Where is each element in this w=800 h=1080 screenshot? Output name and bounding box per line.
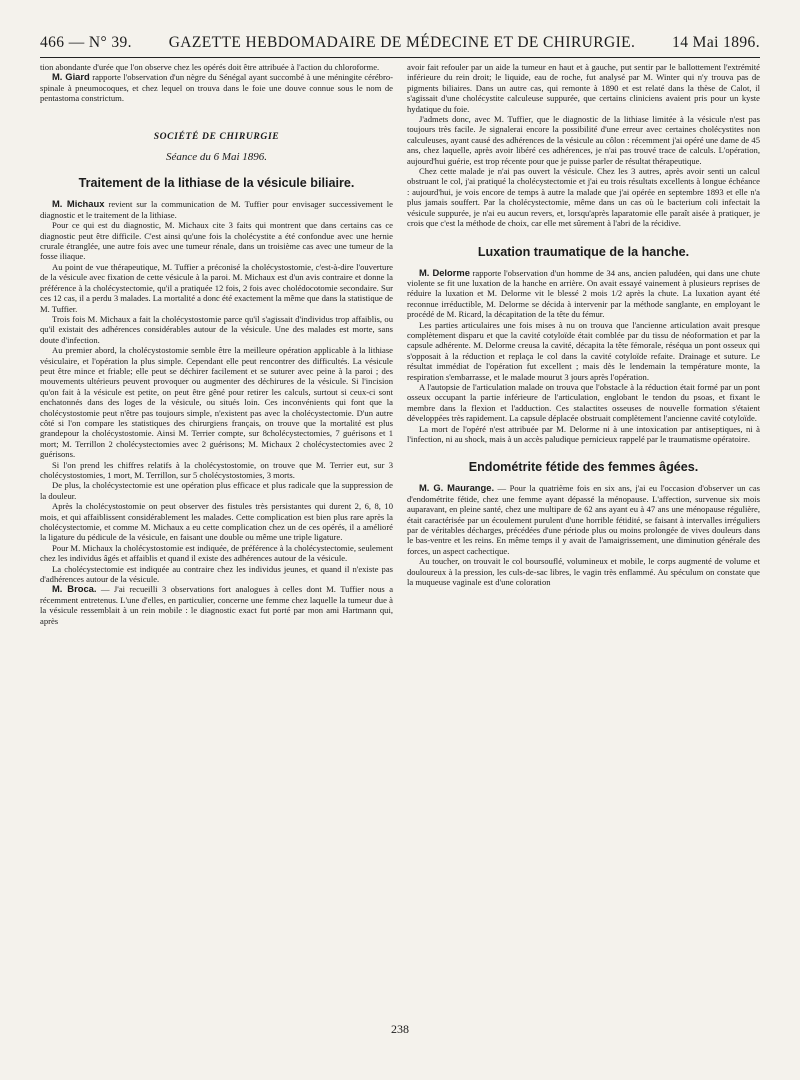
page-number: 238 [391, 1022, 409, 1036]
society-heading: SOCIÉTÉ DE CHIRURGIE [153, 130, 280, 142]
paragraph: Si l'on prend les chiffres relatifs à la cholécystostomie, on trouve que M. Terrier eut, sur 3 cholécystostomies, 1 mort, M. Terrillon, sur 5 cholécystostomies, 3 morts. [40, 459, 393, 480]
header-rule [40, 57, 760, 58]
paragraph: Chez cette malade je n'ai pas ouvert la vésicule. Chez les 3 autres, après avoir senti un calcul obstruant le col, j'ai pratiqué la cholécystectomie et j'ai eu trois résultats excellents à longue échéance : aujourd'hui, je vois encore de temps à autre la malade que j'ai opérée en septembre 1893 et elle n'a plus jamais souffert. Par la cholécystectomie, même dans un cas où le bacterium coli infectait la vésicule suppurée, je n'ai eu aucun revers, et, lorsqu'après laparatomie elle paraît aisée à pratiquer, je crois que c'est la méthode de choix, car elle met sûrement à l'abri de la récidive. [407, 166, 760, 229]
paragraph [40, 584, 393, 626]
paragraph: J'admets donc, avec M. Tuffier, que le diagnostic de la lithiase limitée à la vésicule n'est pas toujours très facile. Je signalerai encore la possibilité d'une erreur avec certaines cholécystites non calculeuses, ayant causé des adhérences de la vésicule au côlon : récemment j'ai opéré une dame de 45 ans, chez laquelle, après avoir libéré ces adhérences, je n'ai pas trouvé trace de calculs. L'opération, aujourd'hui guérie, est trop récente pour que je puisse parler de résultat thérapeutique. [407, 114, 760, 166]
paragraph: avoir fait refouler par un aide la tumeur en haut et à gauche, put sentir par le ballottement l'extrémité inférieure du rein droit; le liquide, eau de roche, fut analysé par M. Winter qui n'y trouva pas de pigments biliaires. Dans un autre cas, qui remonte à 1890 et est relaté dans la thèse de Calot, il s'agissait d'une cholécystite calculeuse suppurée, que certains cliniciens avaient pris pour un kyste hydatique du foie. [407, 62, 760, 114]
article-headline: Endométrite fétide des femmes âgées. [468, 460, 699, 475]
speaker-name: M. Michaux [52, 198, 105, 210]
speaker-name: M. Delorme [419, 266, 470, 278]
article-headline: Traitement de la lithiase de la vésicule biliaire. [78, 176, 355, 191]
speaker-name: M. Broca. [52, 583, 97, 595]
left-column [40, 62, 393, 1016]
paragraph: Après la cholécystostomie on peut observer des fistules très persistantes qui durent 2, 6, 8, 10 mois, et qui affaiblissent considérablement les malades. Cette complication est bien plus rare après la cholécystectomie, et comme M. Michaux a eu cette complication chez un de ces opérés, il a amélioré la ligature du pédicule de la vésicule, en faisant une double ou même une triple ligature. [40, 501, 393, 543]
paragraph: Au point de vue thérapeutique, M. Tuffier a préconisé la cholécystostomie, c'est-à-dire l'ouverture de la vésicule avec fixation de cette vésicule à la paroi. M. Michaux est d'un avis contraire et donne la préférence à la cholécystectomie, qu'il a pratiquée 12 fois, 2 fois avec cholédocotomie secondaire. Sur ces 12 cas, il a perdu 3 malades. La mortalité a donc été exactement la même que dans la statistique de M. Tuffier. [40, 261, 393, 314]
paragraph: tion abondante d'urée que l'on observe chez les opérés doit être attribuée à l'action du chloroforme. [40, 62, 380, 72]
right-column [407, 62, 760, 1016]
paragraph: La cholécystectomie est indiquée au contraire chez les individus jeunes, et quand il n'existe pas d'adhérences autour de la vésicule. [40, 563, 393, 585]
paragraph [407, 483, 760, 556]
speaker-name: M. Giard [52, 71, 90, 83]
paragraph-text: rapporte l'observation d'un homme de 34 ans, ancien paludéen, qui dans une chute violente se fit une luxation de la hanche en arrière. On avait essayé vainement à plusieurs reprises de réduire la luxation et M. Delorme vit le blessé 2 mois 1/2 après la chute. La luxation ayant été reconnue irréductible, M. Delorme se décida à intervenir par la méthode sanglante, en employant le procédé de M. Ricard, la décapitation de la tête du fémur. [407, 267, 760, 320]
article-headline: Luxation traumatique de la hanche. [477, 244, 690, 259]
issue-number: 466 — N° 39. [40, 34, 132, 51]
paragraph-text: revient sur la communication de M. Tuffier pour envisager successivement le diagnostic et le traitement de la lithiase. [40, 199, 393, 220]
paragraph-text: — J'ai recueilli 3 observations fort analogues à celles dont M. Tuffier nous a récemment entretenus. L'une d'elles, en particulier, concerne une femme chez laquelle la tumeur due à la vésicule ressemblait à un rein mobile : le diagnostic exact fut porté par mon ami Hartmann qui, après [40, 584, 393, 626]
paragraph-text: rapporte l'observation d'un nègre du Sénégal ayant succombé à une méningite cérébro-spinale à pneumocoques, et chez lequel on trouva dans le foie une douve connue sous le nom de pentastoma constrictum. [40, 72, 393, 104]
paragraph [407, 268, 760, 320]
text-columns [40, 62, 760, 1016]
paragraph: Pour ce qui est du diagnostic, M. Michaux cite 3 faits qui montrent que dans certains cas ce diagnostic peut être difficile. C'est ainsi qu'une fois la cholécystite a été confondue avec une hernie crurale étranglée, une autre fois avec une tumeur rénale, dans un troisième cas avec une tumeur de la fosse iliaque. [40, 220, 393, 262]
paragraph: Pour M. Michaux la cholécystostomie est indiquée, de préférence à la cholécystectomie, seulement chez les individus âgés et affaiblis et quand il existe des adhérences autour de la vésicule. [40, 542, 393, 564]
running-header [40, 34, 760, 52]
issue-date: 14 Mai 1896. [672, 34, 760, 51]
paragraph: Au premier abord, la cholécystostomie semble être la meilleure opération applicable à la lithiase vésiculaire, et l'opération la plus simple. Cependant elle peut rencontrer des difficultés. La vésicule peut être mince et friable; elle peut se déchirer facilement et se suturer avec peine à la paroi ; des mouvements ultérieurs peuvent provoquer ou augmenter des déchirures de la vésicule. Si l'incision qu'on fait à la vésicule est petite, on peut être gêné pour retirer les calculs, surtout si ceux-ci sont enchatonnés dans des loges de la vésicule, ou situés loin. Ces inconvénients qui font que la cholécystostomie peut n'être pas toujours simple, n'existent pas avec la cholécystectomie. D'un autre côté si l'on compare les statistiques des chirurgiens français, on trouve que la mortalité est plus grandepour la cholécystostomie. Ainsi M. Terrier compte, sur 8cholécystectomies, 7 guérisons et 1 mort; M. Terrillon 2 cholécystectomies avec 2 guérisons; M. Michaux 2 cholécystectomies avec 2 guérisons. [40, 345, 393, 460]
paragraph: Au toucher, on trouvait le col boursouflé, volumineux et mobile, le corps augmenté de volume et douloureux à la pression, les culs-de-sac libres, le vagin très enflammé. Au spéculum on constate que la muqueuse vaginale est d'une coloration [407, 556, 760, 588]
paragraph [40, 72, 393, 103]
paragraph: Les parties articulaires une fois mises à nu on trouva que l'ancienne articulation avait presque complètement disparu et que la cavité cotyloïde était comblée par du tissu de néoformation et par la capsule adhérente. M. Delorme creusa la cavité, décapita la tête fémorale, réséqua un pont osseux qui s'opposait à la réduction et replaça le col dans la cavité cotyloïde refaite. Drainage et suture. Le résultat immédiat de l'opération fut excellent ; mais dès le lendemain la température monte, la respiration s'embarrasse, et le malade mourut 3 jours après l'opération. [407, 319, 760, 382]
journal-title: GAZETTE HEBDOMADAIRE DE MÉDECINE ET DE CHIRURGIE. [168, 34, 636, 51]
paragraph: A l'autopsie de l'articulation malade on trouva que l'obstacle à la réduction était formé par un pont osseux occupant la partie inférieure de l'articulation, englobant le tendon du psoas, et fixant le membre dans la flexion et l'adduction. Ces stalactites osseuses de nouvelle formation s'étaient développées très rapidement. La capsule déplacée obstruait complètement l'ancienne cavité cotyloïde. [407, 381, 760, 424]
paragraph [40, 199, 393, 220]
paragraph: De plus, la cholécystectomie est une opération plus efficace et plus radicale que la suppression de la douleur. [40, 480, 393, 501]
speaker-name: M. G. Maurange. [419, 482, 495, 494]
paragraph-text: — Pour la quatrième fois en six ans, j'ai eu l'occasion d'observer un cas d'endométrite fétide, chez une femme ayant dépassé la ménopause. L'affection, survenue six mois auparavant, en pleine santé, chez une multipare de 62 ans ayant eu à 47 ans une ménopause régulière, était caractérisée par un écoulement purulent d'une horrible fétidité, se faisant à intervalles irréguliers par de véritables décharges, précédées d'une période plus ou moins prolongée de vives douleurs dans le bas-ventre et les reins. En même temps il y avait de l'amaigrissement, une diminution générale des forces, un aspect cachectique. [407, 483, 760, 556]
paragraph: Trois fois M. Michaux a fait la cholécystostomie parce qu'il s'agissait d'individus trop affaiblis, ou qu'il existait des adhérences considérables autour de la vésicule. Une des malades est morte, sans doute d'infection. [40, 313, 393, 345]
paragraph: La mort de l'opéré n'est attribuée par M. Delorme ni à une intoxication par antiseptiques, ni à l'infection, ni au shock, mais à un accès paludique pernicieux rappelé par le traumatisme opératoire. [407, 423, 760, 444]
session-date: Séance du 6 Mai 1896. [165, 151, 268, 164]
